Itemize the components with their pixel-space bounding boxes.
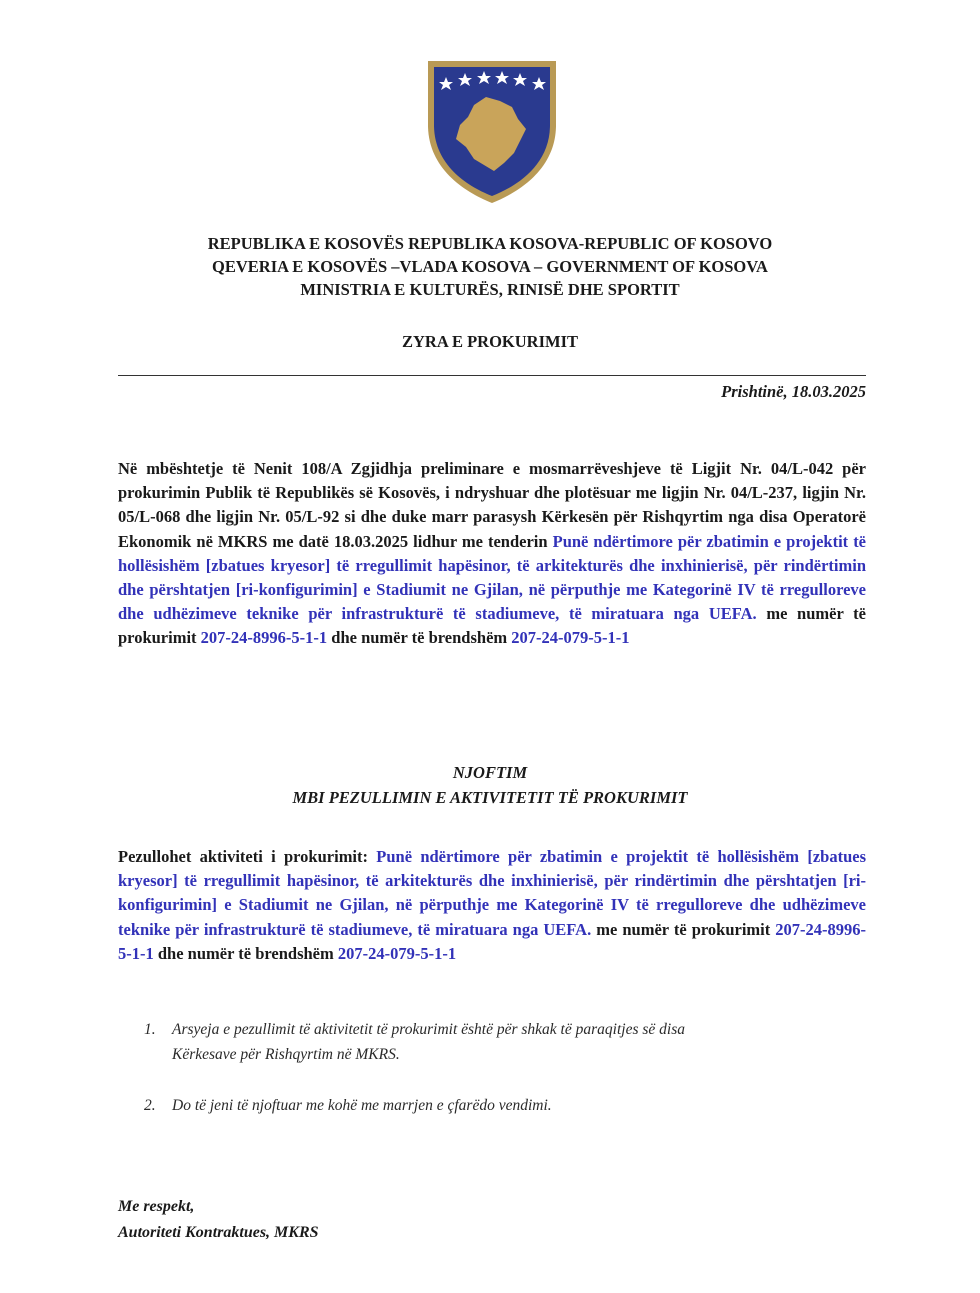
kosovo-coat-of-arms-icon (422, 55, 562, 207)
header-republic: REPUBLIKA E KOSOVËS REPUBLIKA KOSOVA-REPUBLIC OF KOSOVO (207, 234, 773, 253)
list-item (144, 1017, 864, 1067)
list-item-number: 1. (144, 1021, 156, 1038)
list-item (144, 1093, 864, 1118)
intro-procurement-number: 207-24-8996-5-1-1 (200, 628, 328, 648)
intro-text: Në mbështetje të Nenit 108/A Zgjidhja preliminare e mosmarrëveshjeve të Ligjit Nr. 04/L-042 për prokurimin Publik të Republikës së Kosovës, i ndryshuar dhe plotësuar me ligjin Nr. 04/L-237, ligjin Nr. 05/L-068 dhe ligjin Nr. 05/L-92 si dhe duke marr parasysh Kërkesën për Rishqyrtim nga disa Operatorë Ekonomik në MKRS me datë 18.03.2025 lidhur me tenderin (118, 459, 866, 551)
suspension-procurement-number: 207-24-8996-5-1-1 (118, 919, 867, 963)
intro-tender-title: Punë ndërtimore për zbatimin e projektit të hollësishëm [zbatues kryesor] të rregullimit hapësinor, të arkitekturës dhe inxhinierisë, për rindërtimin dhe përshtatjen [ri-konfigurimin] e Stadiumit ne Gjilan, në përputhje me Kategorinë IV të rregulloreve dhe udhëzimeve teknike për infrastrukturë të stadiumeve, të miratuara nga UEFA. (118, 531, 867, 624)
intro-internal-label: dhe numër të brendshëm (327, 628, 512, 648)
intro-internal-number: 207-24-079-5-1-1 (511, 628, 630, 648)
suspension-label: Pezullohet aktiviteti i prokurimit: (118, 847, 377, 866)
list-item-text: Arsyeja e pezullimit të aktivitetit të prokurimit është për shkak të paraqitjes së disa (172, 1021, 685, 1038)
notice-subtitle: MBI PEZULLIMIN E AKTIVITETIT TË PROKURIMIT (292, 788, 688, 807)
intro-proc-label: me numër të prokurimit (118, 604, 866, 648)
office-title: ZYRA E PROKURIMIT (401, 332, 578, 351)
closing-authority: Autoriteti Kontraktues, MKRS (118, 1224, 319, 1241)
closing-greeting: Me respekt, (118, 1198, 195, 1215)
suspension-tender-title: Punë ndërtimore për zbatimin e projektit të hollësishëm [zbatues kryesor] të rregullimit hapësinor, të arkitekturës dhe inxhinierisë, për rindërtimin dhe përshtatjen [ri-konfigurimin] e Stadiumit ne Gjilan, në përputhje me Kategorinë IV të rregulloreve dhe udhëzimeve teknike për infrastrukturë të stadiumeve, të miratuara nga UEFA. (118, 847, 866, 939)
header-divider (118, 375, 866, 376)
intro-paragraph (118, 457, 866, 651)
closing-signature (118, 1194, 319, 1246)
list-item-text: Do të jeni të njoftuar me kohë me marrjen e çfarëdo vendimi. (172, 1097, 552, 1114)
notice-title: NJOFTIM (452, 763, 528, 782)
list-item-text-continued: Kërkesave për Rishqyrtim në MKRS. (172, 1046, 400, 1063)
suspension-internal-label: dhe numër të brendshëm (153, 943, 338, 963)
header-government: QEVERIA E KOSOVËS –VLADA KOSOVA – GOVERNMENT OF KOSOVA (212, 257, 768, 276)
suspension-proc-label: me numër të prokurimit (591, 919, 776, 939)
list-item-number: 2. (144, 1097, 156, 1114)
notice-heading (110, 760, 870, 810)
suspension-paragraph (118, 845, 866, 966)
header-ministry: MINISTRIA E KULTURËS, RINISË DHE SPORTIT (300, 280, 680, 299)
document-date: Prishtinë, 18.03.2025 (721, 382, 866, 401)
suspension-internal-number: 207-24-079-5-1-1 (337, 943, 457, 963)
